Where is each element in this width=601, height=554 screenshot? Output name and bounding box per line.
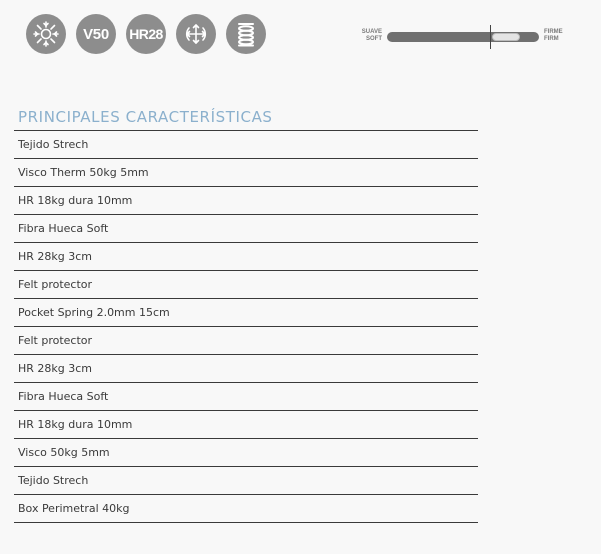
- section-title: PRINCIPALES CARACTERÍSTICAS: [18, 108, 273, 126]
- v50-badge: [76, 14, 116, 54]
- features-list: [14, 130, 478, 523]
- firmness-center-marker: [490, 25, 491, 49]
- feature-item: Visco Therm 50kg 5mm: [14, 159, 478, 187]
- feature-item: Felt protector: [14, 327, 478, 355]
- firm-label-en: FIRM: [544, 36, 559, 42]
- hr28-badge: [126, 14, 166, 54]
- feature-item: Pocket Spring 2.0mm 15cm: [14, 299, 478, 327]
- firmness-scale: [360, 25, 570, 49]
- feature-item: Tejido Strech: [14, 467, 478, 495]
- firm-label-es: FIRME: [544, 29, 563, 35]
- thermal-icon: [26, 14, 66, 54]
- feature-icons: [26, 14, 266, 54]
- feature-item: Fibra Hueca Soft: [14, 215, 478, 243]
- v50-label: V50: [83, 25, 109, 43]
- hr28-label: HR28: [129, 26, 163, 42]
- firmness-indicator: [492, 33, 520, 41]
- feature-item: Box Perimetral 40kg: [14, 495, 478, 523]
- feature-item: Felt protector: [14, 271, 478, 299]
- soft-label-en: SOFT: [366, 36, 382, 42]
- feature-item: HR 18kg dura 10mm: [14, 411, 478, 439]
- feature-item: HR 28kg 3cm: [14, 355, 478, 383]
- feature-item: Tejido Strech: [14, 131, 478, 159]
- soft-label-es: SUAVE: [361, 29, 382, 35]
- adaptability-icon: [176, 14, 216, 54]
- firm-label: [544, 29, 574, 43]
- feature-item: HR 28kg 3cm: [14, 243, 478, 271]
- feature-item: HR 18kg dura 10mm: [14, 187, 478, 215]
- soft-label: [360, 29, 382, 43]
- spring-icon: [226, 14, 266, 54]
- feature-item: Fibra Hueca Soft: [14, 383, 478, 411]
- feature-item: Visco 50kg 5mm: [14, 439, 478, 467]
- firmness-track: [387, 32, 539, 42]
